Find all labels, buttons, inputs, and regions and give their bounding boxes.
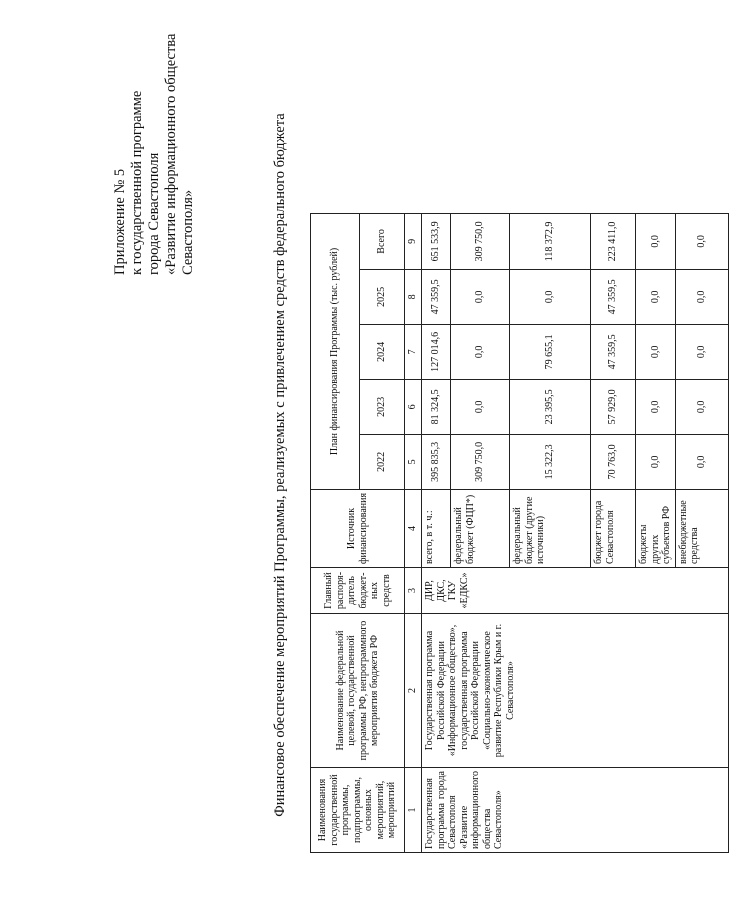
- value-2023: 81 324,5: [422, 379, 451, 434]
- value-2024: 79 655,1: [510, 324, 591, 379]
- administrator: ДИР, ДКС, ГКУ «ЕДКС»: [422, 568, 729, 614]
- column-number: 7: [405, 324, 422, 379]
- financing-table: [310, 213, 729, 853]
- value-total: 309 750,0: [451, 213, 510, 269]
- header-col3: Главный распоря-дитель бюджет-ных средств: [311, 568, 405, 614]
- value-2022: 395 835,3: [422, 434, 451, 489]
- value-2023: 57 929,0: [591, 379, 636, 434]
- value-2025: 47 359,5: [422, 269, 451, 324]
- header-col1: Наименования государственной программы, подпрограммы, основных мероприятий, мероприятий: [311, 768, 405, 853]
- value-2023: 0,0: [451, 379, 510, 434]
- value-2024: 0,0: [451, 324, 510, 379]
- column-number-row: [405, 213, 422, 852]
- value-2022: 15 322,3: [510, 434, 591, 489]
- table-row: [422, 213, 451, 852]
- appendix-line: Севастополя»: [180, 189, 196, 275]
- value-2024: 127 014,6: [422, 324, 451, 379]
- value-2024: 0,0: [675, 324, 728, 379]
- value-total: 651 533,9: [422, 213, 451, 269]
- federal-program: Государственная программа Российской Федерации «Информационное общество», государственная программа Российской Федерации «Социально-экономическое развитие Республики Крым и г. Севастополя»: [422, 614, 729, 768]
- header-year: 2022: [360, 434, 405, 489]
- header-col2: Наименование федеральной целевой, государственной программы РФ, непрограммного мероприятия бюджета РФ: [311, 614, 405, 768]
- funding-source: внебюджетные средства: [675, 489, 728, 567]
- appendix-block: [112, 15, 197, 275]
- value-total: 0,0: [675, 213, 728, 269]
- funding-source: бюджет города Севастополя: [591, 489, 636, 567]
- value-2022: 309 750,0: [451, 434, 510, 489]
- value-2022: 0,0: [675, 434, 728, 489]
- value-2024: 47 359,5: [591, 324, 636, 379]
- value-total: 118 372,9: [510, 213, 591, 269]
- value-2025: 0,0: [675, 269, 728, 324]
- column-number: 3: [405, 568, 422, 614]
- funding-source: федеральный бюджет (другие источники): [510, 489, 591, 567]
- value-2023: 23 395,5: [510, 379, 591, 434]
- program-name: Государственная программа города Севастополя «Развитие информационного общества Севастополя»: [422, 768, 729, 853]
- appendix-line: «Развитие информационного общества: [163, 33, 179, 275]
- value-2022: 70 763,0: [591, 434, 636, 489]
- funding-source: бюджеты других субъектов РФ: [636, 489, 676, 567]
- value-2025: 0,0: [636, 269, 676, 324]
- header-total: Всего: [360, 213, 405, 269]
- column-number: 5: [405, 434, 422, 489]
- value-total: 0,0: [636, 213, 676, 269]
- value-2022: 0,0: [636, 434, 676, 489]
- value-2023: 0,0: [636, 379, 676, 434]
- value-2023: 0,0: [675, 379, 728, 434]
- header-year: 2023: [360, 379, 405, 434]
- column-number: 6: [405, 379, 422, 434]
- value-2025: 0,0: [451, 269, 510, 324]
- page-title: Финансовое обеспечение мероприятий Программы, реализуемых с привлечением средств федерального бюджета: [272, 113, 288, 817]
- appendix-line: Приложение № 5: [112, 168, 128, 275]
- column-number: 9: [405, 213, 422, 269]
- header-year: 2025: [360, 269, 405, 324]
- column-number: 4: [405, 489, 422, 567]
- appendix-line: города Севастополя: [146, 152, 162, 275]
- column-number: 8: [405, 269, 422, 324]
- header-col4: Источник финансирования: [311, 489, 405, 567]
- header-plan: План финансирования Программы (тыс. рублей): [311, 213, 360, 489]
- value-2025: 47 359,5: [591, 269, 636, 324]
- appendix-line: к государственной программе: [129, 90, 145, 275]
- column-number: 1: [405, 768, 422, 853]
- value-total: 223 411,0: [591, 213, 636, 269]
- value-2024: 0,0: [636, 324, 676, 379]
- value-2025: 0,0: [510, 269, 591, 324]
- funding-source: федеральный бюджет (ФЦП*): [451, 489, 510, 567]
- column-number: 2: [405, 614, 422, 768]
- funding-source: всего, в т. ч.:: [422, 489, 451, 567]
- header-year: 2024: [360, 324, 405, 379]
